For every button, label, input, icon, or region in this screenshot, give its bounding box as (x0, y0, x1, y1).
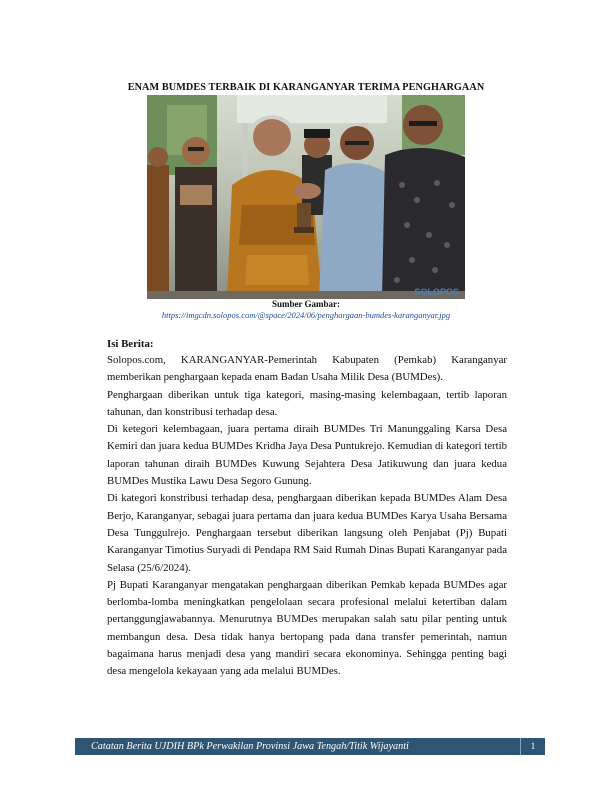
article-paragraph: Di kategori konstribusi terhadap desa, penghargaan diberikan kepada BUMDes Alam Desa Berjo, Karanganyar, sebagai juara pertama dan juara kedua BUMDes Karya Usaha Bersama Desa Tunggulrejo. Penghargaan tersebut diberikan langsung oleh Penjabat (Pj) Bupati Karanganyar Timotius Suryadi di Pendapa RM Said Rumah Dinas Bupati Karanganyar pada Selasa (25/6/2024). (107, 492, 507, 574)
page-footer (75, 738, 545, 755)
article-paragraph: Solopos.com, KARANGANYAR-Pemerintah Kabupaten (Pemkab) Karanganyar memberikan penghargaan kepada enam Badan Usaha Milik Desa (BUMDes). (107, 354, 507, 384)
article-body (107, 352, 507, 681)
document-title: ENAM BUMDES TERBAIK DI KARANGANYAR TERIMA PENGHARGAAN (127, 82, 485, 93)
photo-watermark: SOLOPOS (414, 287, 459, 297)
footer-text: Catatan Berita UJDIH BPk Perwakilan Provinsi Jawa Tengah/Titik Wijayanti (91, 741, 409, 752)
article-paragraph: Penghargaan diberikan untuk tiga kategori, masing-masing kelembagaan, tertib laporan tahunan, dan konstribusi terhadap desa. (107, 388, 507, 418)
image-caption-label: Sumber Gambar: (271, 299, 341, 309)
news-photo (147, 95, 465, 299)
section-heading: Isi Berita: (107, 338, 154, 350)
image-source-link[interactable]: https://imgcdn.solopos.com/@space/2024/06/penghargaan-bumdes-karanganyar.jpg (161, 310, 451, 320)
article-paragraph: Pj Bupati Karanganyar mengatakan penghargaan diberikan Pemkab kepada BUMDes agar berlomba-lomba meningkatkan pengelolaan secara profesional melalui ketertiban dalam pertanggungjawabannya. Menurutnya BUMDes merupakan salah satu pilar penting untuk membangun desa. Desa tidak hanya bertopang pada dana transfer pemerintah, namun bagaimana harus menjadi desa yang mandiri secara ekonominya. Sehingga penting bagi desa mengelola kekayaan yang ada melalui BUMDes. (107, 578, 507, 678)
article-paragraph: Di ketegori kelembagaan, juara pertama diraih BUMDes Tri Manunggaling Karsa Desa Kemiri dan juara kedua BUMDes Kridha Jaya Desa Puntukrejo. Kemudian di kategori tertib laporan tahunan diraih BUMDes Kuwung Sejahtera Desa Jatikuwung dan juara kedua BUMDes Mustika Lawu Desa Segoro Gunung. (107, 423, 507, 488)
page-number: 1 (520, 738, 545, 755)
